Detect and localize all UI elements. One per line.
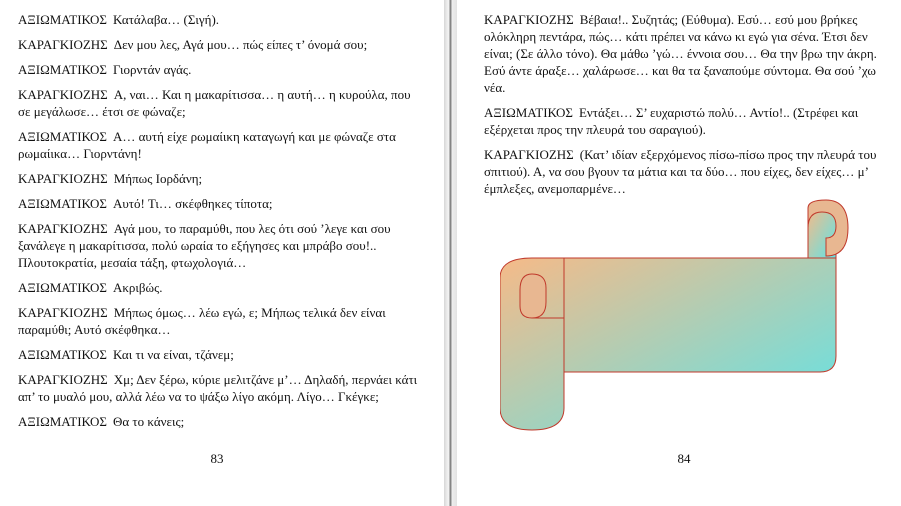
page-gutter <box>444 0 457 506</box>
dialogue-text: Μήπως όμως… λέω εγώ, ε; Μήπως τελικά δεν είναι παραμύθι; Αυτό σκέφθηκα… <box>18 305 386 337</box>
dialogue-paragraph <box>18 61 418 78</box>
page-left <box>0 0 444 506</box>
page-text <box>18 11 418 438</box>
page-number: 83 <box>210 451 224 466</box>
speaker-name: ΑΞΙΩΜΑΤΙΚΟΣ <box>18 347 107 362</box>
dialogue-text: Αυτό! Τι… σκέφθηκες τίποτα; <box>112 196 273 211</box>
dialogue-paragraph <box>18 346 418 363</box>
speaker-name: ΑΞΙΩΜΑΤΙΚΟΣ <box>18 62 107 77</box>
speaker-name: ΑΞΙΩΜΑΤΙΚΟΣ <box>18 129 107 144</box>
speaker-name: ΑΞΙΩΜΑΤΙΚΟΣ <box>18 12 107 27</box>
dialogue-text: Βέβαια!.. Συζητάς; (Εύθυμα). Εσύ… εσύ μου βρήκες ολόκληρη πεντάρα, πώς… κάτι πρέπει να κάνω κι εγώ για σένα. Έτσι δεν είναι; (Σε άλλο τόνο). Θα μάθω ’γώ… έννοια σου… Θα την βρω την άκρη. Εσύ άντε άραξε… χαλάρωσε… και θα τα ξαναπούμε σύντομα. Θα σού ’χω νέα. <box>484 12 877 95</box>
dialogue-text: Και τι να είναι, τζάνεμ; <box>112 347 234 362</box>
speaker-name: ΑΞΙΩΜΑΤΙΚΟΣ <box>18 196 107 211</box>
speaker-name: ΚΑΡΑΓΚΙΟΖΗΣ <box>18 171 108 186</box>
page-right <box>457 0 901 506</box>
scroll-banner-icon <box>500 198 870 436</box>
dialogue-paragraph <box>18 11 418 28</box>
dialogue-paragraph <box>18 413 418 430</box>
page-number: 84 <box>677 451 691 466</box>
dialogue-text: Χμ; Δεν ξέρω, κύριε μελιτζάνε μ’… Δηλαδή, περνάει κάτι απ’ το μυαλό μου, αλλά λέω να το ψάξω λίγο ακόμη. Λίγο… Γκέγκε; <box>18 372 418 404</box>
dialogue-paragraph <box>484 11 886 96</box>
dialogue-text: Αγά μου, το παραμύθι, που λες ότι σού ’λεγε και σου ξανάλεγε η μακαρίτισσα, πολύ ωραία το εξήγησες και μπράβο σου!.. Πλουτοκρατία, μεσαία τάξη, φτωχολογιά… <box>18 221 391 270</box>
dialogue-text: Γιορντάν αγάς. <box>112 62 192 77</box>
dialogue-paragraph <box>18 36 418 53</box>
speaker-name: ΑΞΙΩΜΑΤΙΚΟΣ <box>484 105 573 120</box>
dialogue-text: Θα το κάνεις; <box>112 414 185 429</box>
speaker-name: ΑΞΙΩΜΑΤΙΚΟΣ <box>18 280 107 295</box>
dialogue-text: Α, ναι… Και η μακαρίτισσα… η αυτή… η κυρούλα, που σε μεγάλωσε… έτσι σε φώναζε; <box>18 87 411 119</box>
speaker-name: ΚΑΡΑΓΚΙΟΖΗΣ <box>18 37 108 52</box>
dialogue-paragraph <box>18 195 418 212</box>
speaker-name: ΚΑΡΑΓΚΙΟΖΗΣ <box>18 305 108 320</box>
speaker-name: ΑΞΙΩΜΑΤΙΚΟΣ <box>18 414 107 429</box>
dialogue-paragraph <box>18 304 418 338</box>
dialogue-paragraph <box>18 220 418 271</box>
dialogue-text: Α… αυτή είχε ρωμαίικη καταγωγή και με φώναζε στα ρωμαίικα… Γιορντάνη! <box>18 129 396 161</box>
dialogue-paragraph <box>18 128 418 162</box>
dialogue-text: (Κατ’ ιδίαν εξερχόμενος πίσω-πίσω προς την πλευρά του σπιτιού). Α, να σου βγουν τα μάτια και τα δύο… που είχες, δεν είχες… μ’ έμπλεξες, ανεμοπαρμένε… <box>484 147 877 196</box>
dialogue-text: Δεν μου λες, Αγά μου… πώς είπες τ’ όνομά σου; <box>113 37 368 52</box>
speaker-name: ΚΑΡΑΓΚΙΟΖΗΣ <box>18 87 108 102</box>
page-text <box>484 11 886 205</box>
dialogue-text: Μήπως Ιορδάνη; <box>113 171 203 186</box>
dialogue-text: Ακριβώς. <box>112 280 163 295</box>
scroll-curl-left <box>520 274 546 318</box>
dialogue-text: Κατάλαβα… (Σιγή). <box>112 12 220 27</box>
dialogue-text: Εντάξει… Σ’ ευχαριστώ πολύ… Αντίο!.. (Στρέφει και εξέρχεται προς την πλευρά του σαραγιού). <box>484 105 859 137</box>
speaker-name: ΚΑΡΑΓΚΙΟΖΗΣ <box>484 147 574 162</box>
dialogue-paragraph <box>18 170 418 187</box>
dialogue-paragraph <box>18 371 418 405</box>
dialogue-paragraph <box>484 104 886 138</box>
dialogue-paragraph <box>18 86 418 120</box>
dialogue-paragraph <box>484 146 886 197</box>
speaker-name: ΚΑΡΑΓΚΙΟΖΗΣ <box>484 12 574 27</box>
scroll-body <box>500 258 836 430</box>
speaker-name: ΚΑΡΑΓΚΙΟΖΗΣ <box>18 221 108 236</box>
dialogue-paragraph <box>18 279 418 296</box>
speaker-name: ΚΑΡΑΓΚΙΟΖΗΣ <box>18 372 108 387</box>
